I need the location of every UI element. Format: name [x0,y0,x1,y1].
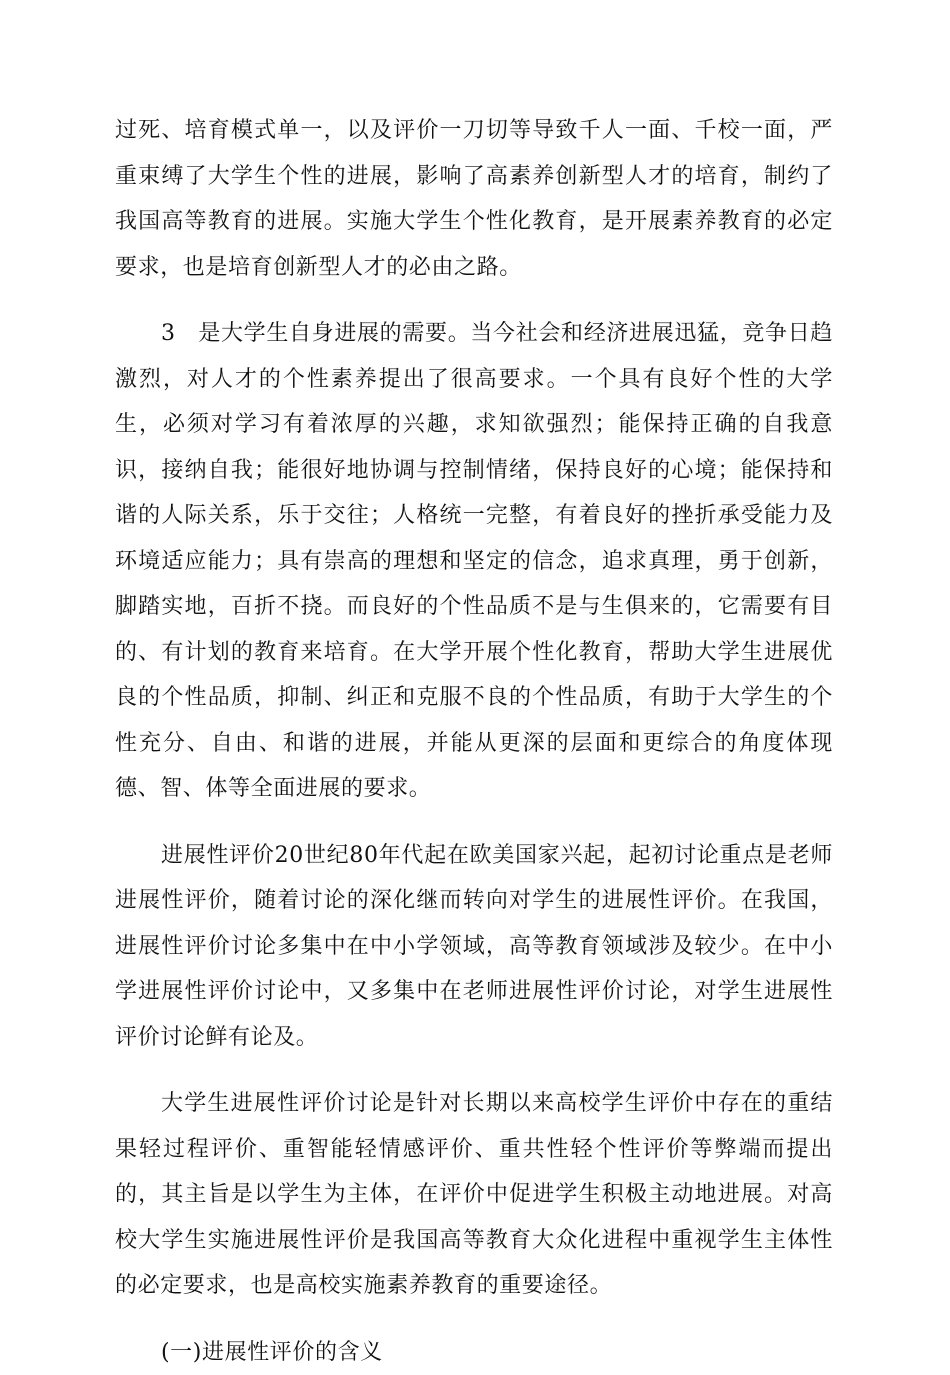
section-heading: (一)进展性评价的含义 [115,1330,833,1375]
document-page [115,108,833,1375]
paragraph-1: 过死、培育模式单一，以及评价一刀切等导致千人一面、千校一面，严重束缚了大学生个性的进展，影响了高素养创新型人才的培育，制约了我国高等教育的进展。实施大学生个性化教育，是开展素养教育的必定要求，也是培育创新型人才的必由之路。 [115,108,833,290]
paragraph-4: 大学生进展性评价讨论是针对长期以来高校学生评价中存在的重结果轻过程评价、重智能轻情感评价、重共性轻个性评价等弊端而提出的，其主旨是以学生为主体，在评价中促进学生积极主动地进展。对高校大学生实施进展性评价是我国高等教育大众化进程中重视学生主体性的必定要求，也是高校实施素养教育的重要途径。 [115,1081,833,1309]
paragraph-2: 3 是大学生自身进展的需要。当今社会和经济进展迅猛，竞争日趋激烈，对人才的个性素养提出了很高要求。一个具有良好个性的大学生，必须对学习有着浓厚的兴趣，求知欲强烈；能保持正确的自我意识，接纳自我；能很好地协调与控制情绪，保持良好的心境；能保持和谐的人际关系，乐于交往；人格统一完整，有着良好的挫折承受能力及环境适应能力；具有崇高的理想和坚定的信念，追求真理，勇于创新，脚踏实地，百折不挠。而良好的个性品质不是与生俱来的，它需要有目的、有计划的教育来培育。在大学开展个性化教育，帮助大学生进展优良的个性品质，抑制、纠正和克服不良的个性品质，有助于大学生的个性充分、自由、和谐的进展，并能从更深的层面和更综合的角度体现德、智、体等全面进展的要求。 [115,311,833,812]
paragraph-3: 进展性评价20世纪80年代起在欧美国家兴起，起初讨论重点是老师进展性评价，随着讨论的深化继而转向对学生的进展性评价。在我国，进展性评价讨论多集中在中小学领域，高等教育领域涉及较少。在中小学进展性评价讨论中，又多集中在老师进展性评价讨论，对学生进展性评价讨论鲜有论及。 [115,833,833,1061]
